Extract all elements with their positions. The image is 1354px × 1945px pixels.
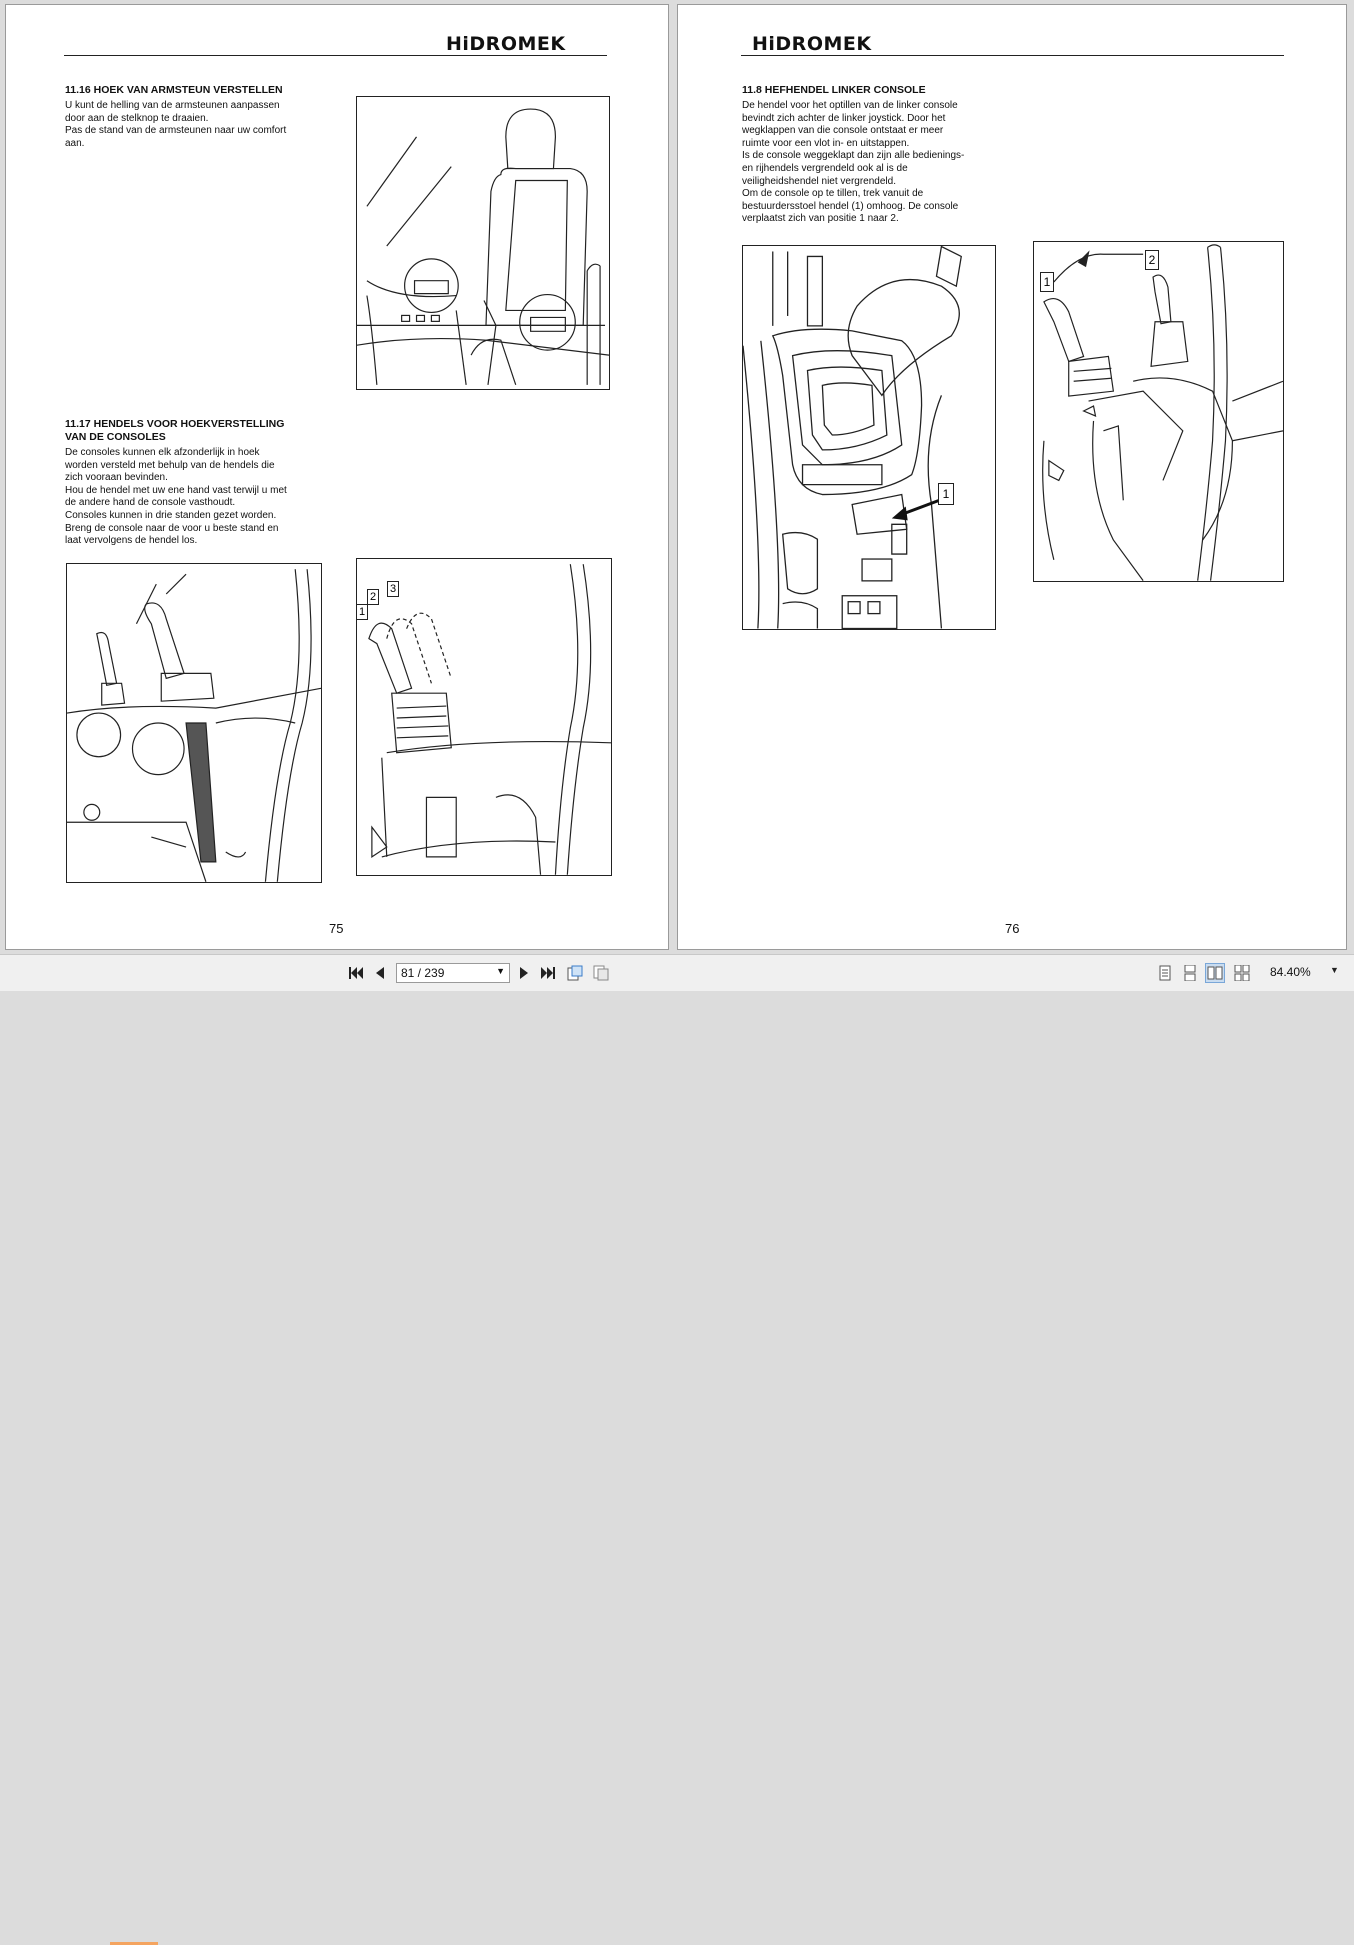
section-body (65, 100, 317, 150)
section-heading-cont: VAN DE CONSOLES (65, 431, 166, 443)
text-line: ruimte voor een vlot in- en uitstappen. (742, 137, 910, 149)
text-line: laat vervolgens de hendel los. (65, 535, 198, 547)
figure-label: 1 (1040, 272, 1054, 292)
header-rule (741, 55, 1284, 56)
continuous-icon[interactable] (1180, 963, 1200, 983)
console-lever-illustration (66, 563, 322, 883)
figure-label: 3 (387, 581, 399, 597)
figure-label: 2 (367, 589, 379, 605)
chevron-down-icon[interactable]: ▼ (1330, 965, 1339, 975)
section-heading: 11.8 HEFHENDEL LINKER CONSOLE (742, 84, 926, 96)
text-line: verplaatst zich van positie 1 naar 2. (742, 213, 899, 225)
page-number: 76 (1005, 921, 1020, 936)
text-line: bevindt zich achter de linker joystick. Door het (742, 112, 946, 124)
pdf-toolbar (0, 954, 1354, 991)
armrest-seat-illustration (356, 96, 610, 390)
text-line: U kunt de helling van de armsteunen aanpassen (65, 100, 280, 111)
text-line: aan. (65, 137, 85, 149)
lever-positions-illustration (356, 558, 612, 876)
triangle-left-icon[interactable] (370, 963, 390, 983)
single-page-icon[interactable] (1155, 963, 1175, 983)
lift-lever-illustration (742, 245, 996, 630)
figure-label: 2 (1145, 250, 1159, 270)
figure-label: 1 (938, 483, 954, 505)
text-line: door aan de stelknop te draaien. (65, 112, 209, 124)
hidromek-logo: HiDROMEK (752, 33, 872, 55)
page-field-value: 81 / 239 (401, 966, 445, 980)
fit-width-icon[interactable] (591, 963, 611, 983)
text-line: De consoles kunnen elk afzonderlijk in hoek (65, 447, 260, 458)
header-rule (64, 55, 607, 56)
text-line: de andere hand de console vasthoudt. (65, 497, 236, 509)
zoom-level[interactable]: 84.40% (1270, 965, 1311, 979)
section-body (742, 100, 993, 226)
fit-page-icon[interactable] (565, 963, 585, 983)
text-line: wegklappen van die console ontstaat er meer (742, 125, 944, 137)
text-line: bestuurdersstoel hendel (1) omhoog. De console (742, 200, 959, 212)
text-line: en rijhendels vergrendeld ook al is de (742, 162, 908, 174)
text-line: zich vooraan bevinden. (65, 472, 168, 484)
text-line: Om de console op te tillen, trek vanuit de (742, 188, 924, 200)
triangle-right-icon[interactable] (514, 963, 534, 983)
two-page-continuous-icon[interactable] (1232, 963, 1252, 983)
skip-forward-icon[interactable] (538, 963, 558, 983)
text-line: veiligheidshendel niet vergrendeld. (742, 175, 896, 187)
pdf-page-left (5, 4, 669, 950)
text-line: Consoles kunnen in drie standen gezet worden. (65, 509, 277, 521)
section-body (65, 447, 317, 548)
text-line: Hou de hendel met uw ene hand vast terwijl u met (65, 484, 287, 496)
text-line: Breng de console naar de voor u beste stand en (65, 522, 279, 534)
skip-back-icon[interactable] (346, 963, 366, 983)
console-drawing (67, 564, 321, 882)
hidromek-logo: HiDROMEK (446, 33, 566, 55)
page-number-field[interactable] (396, 963, 510, 983)
pdf-page-right (677, 4, 1347, 950)
joystick-drawing (743, 246, 995, 629)
section-heading: 11.16 HOEK VAN ARMSTEUN VERSTELLEN (65, 84, 283, 96)
chevron-down-icon[interactable]: ▼ (496, 966, 505, 976)
figure-label: 1 (356, 604, 368, 620)
seat-drawing (357, 97, 609, 389)
text-line: worden versteld met behulp van de hendels die (65, 459, 275, 471)
console-lift-illustration (1033, 241, 1284, 582)
console-lift-drawing (1034, 242, 1283, 581)
text-line: De hendel voor het optillen van de linker console (742, 100, 958, 111)
positions-drawing (357, 559, 611, 875)
section-heading: 11.17 HENDELS VOOR HOEKVERSTELLING (65, 418, 285, 430)
page-number: 75 (329, 921, 344, 936)
text-line: Pas de stand van de armsteunen naar uw comfort (65, 125, 287, 137)
two-page-icon[interactable] (1205, 963, 1225, 983)
text-line: Is de console weggeklapt dan zijn alle bedienings- (742, 150, 965, 162)
